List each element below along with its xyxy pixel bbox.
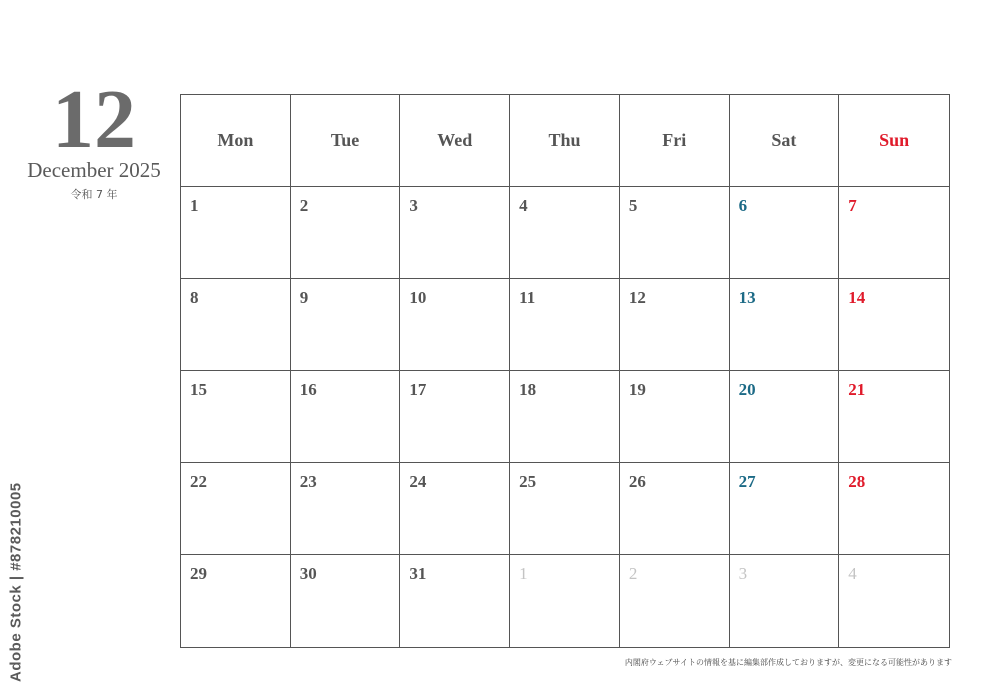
day-number: 3 (409, 196, 418, 215)
day-cell (400, 463, 510, 555)
day-cell-sunday (839, 187, 949, 279)
day-cell (291, 279, 401, 371)
stock-id-label: Adobe Stock | #878210005 (7, 482, 25, 682)
day-cell-saturday (730, 463, 840, 555)
calendar-grid (180, 94, 950, 648)
day-number: 19 (628, 380, 646, 399)
day-cell (291, 555, 401, 647)
day-number: 24 (409, 472, 427, 491)
weekday-header-sun: Sun (839, 95, 949, 187)
day-cell (510, 187, 620, 279)
day-cell-sunday (839, 371, 949, 463)
weekday-header-mon: Mon (181, 95, 291, 187)
day-number: 12 (628, 288, 646, 307)
day-cell-next-month (839, 555, 949, 647)
day-number: 27 (738, 472, 756, 491)
day-number: 15 (190, 380, 207, 399)
day-number: 10 (409, 288, 427, 307)
day-cell (620, 463, 730, 555)
day-cell (291, 187, 401, 279)
day-number: 20 (738, 380, 756, 399)
day-cell-next-month (620, 555, 730, 647)
day-number: 22 (190, 472, 207, 491)
day-number: 31 (409, 564, 427, 583)
day-cell (400, 187, 510, 279)
day-cell-saturday (730, 187, 840, 279)
day-cell (510, 463, 620, 555)
month-number: 12 (52, 73, 136, 166)
day-number: 7 (848, 196, 857, 215)
day-number: 5 (628, 196, 638, 215)
day-cell-saturday (730, 279, 840, 371)
day-number: 28 (848, 472, 866, 491)
day-number: 17 (409, 380, 427, 399)
weekday-header-fri: Fri (620, 95, 730, 187)
day-number: 2 (299, 196, 309, 215)
day-cell-sunday (839, 279, 949, 371)
day-cell (181, 463, 291, 555)
day-number: 4 (848, 564, 857, 583)
day-number: 29 (190, 564, 207, 583)
day-cell-saturday (730, 371, 840, 463)
footer-note: 内閣府ウェブサイトの情報を基に編集部作成しておりますが、変更になる可能性があります (624, 658, 952, 667)
day-cell (291, 371, 401, 463)
day-number: 8 (190, 288, 199, 307)
day-number: 21 (848, 380, 866, 399)
day-cell-next-month (510, 555, 620, 647)
day-number: 3 (738, 564, 748, 583)
day-number: 9 (299, 288, 309, 307)
day-cell (510, 371, 620, 463)
day-number: 2 (628, 564, 638, 583)
day-cell-next-month (730, 555, 840, 647)
day-number: 26 (628, 472, 646, 491)
day-number: 14 (848, 288, 866, 307)
day-number: 6 (738, 196, 748, 215)
day-cell (620, 279, 730, 371)
month-name-year: December 2025 (27, 158, 161, 182)
weekday-header-thu: Thu (510, 95, 620, 187)
day-number: 16 (299, 380, 317, 399)
day-cell (181, 371, 291, 463)
day-number: 1 (190, 196, 199, 215)
day-cell (620, 371, 730, 463)
day-cell (510, 279, 620, 371)
day-number: 1 (519, 564, 528, 583)
day-cell (400, 555, 510, 647)
weekday-header-tue: Tue (291, 95, 401, 187)
japanese-era-year: 令和 7 年 (70, 188, 118, 201)
day-number: 18 (519, 380, 537, 399)
day-cell (620, 187, 730, 279)
weekday-header-wed: Wed (400, 95, 510, 187)
day-number: 4 (519, 196, 528, 215)
day-cell (181, 187, 291, 279)
day-number: 13 (738, 288, 756, 307)
day-cell (181, 279, 291, 371)
day-cell (291, 463, 401, 555)
weekday-header-sat: Sat (730, 95, 840, 187)
day-number: 30 (299, 564, 317, 583)
day-number: 25 (519, 472, 537, 491)
day-number: 11 (519, 288, 536, 307)
day-cell (181, 555, 291, 647)
day-number: 23 (299, 472, 317, 491)
day-cell (400, 279, 510, 371)
day-cell-sunday (839, 463, 949, 555)
day-cell (400, 371, 510, 463)
